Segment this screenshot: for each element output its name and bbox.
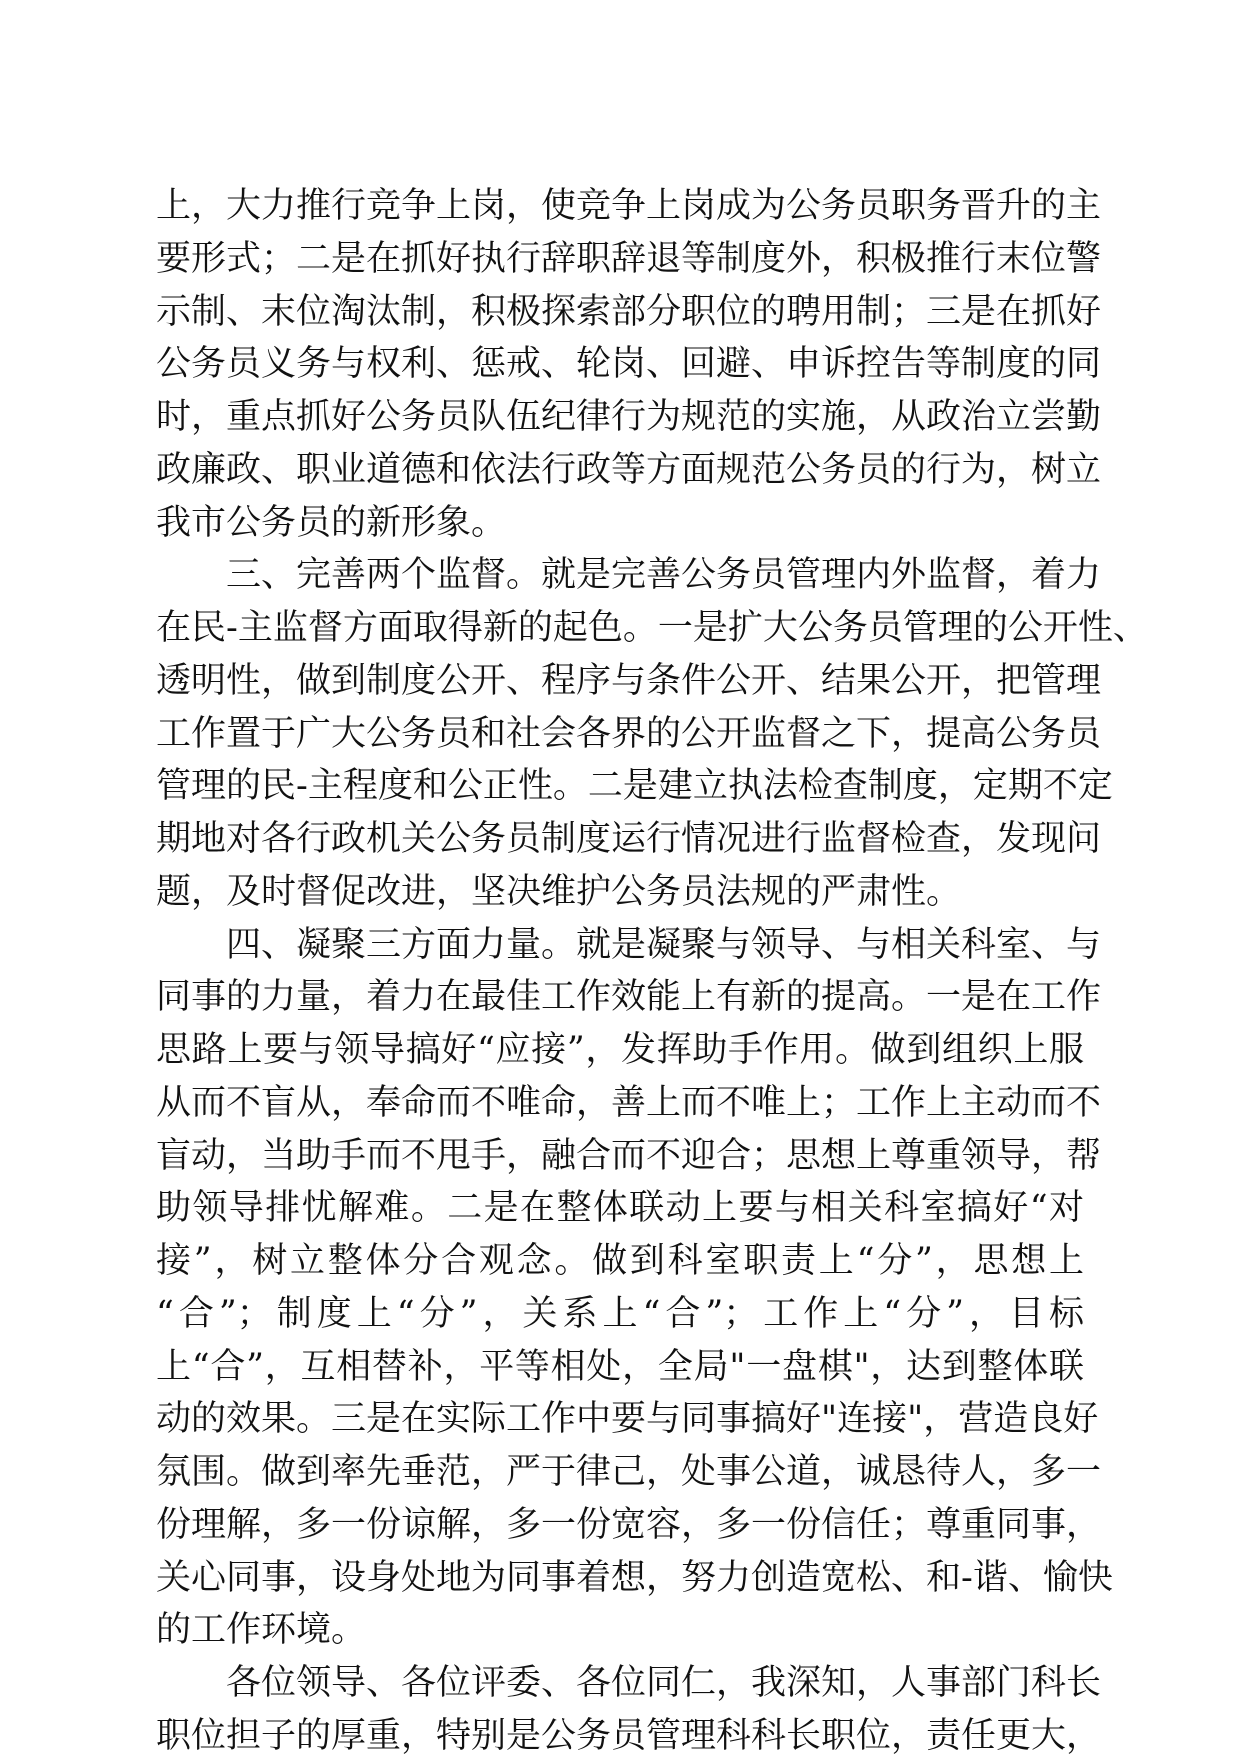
- text-line: 时，重点抓好公务员队伍纪律行为规范的实施，从政治立尝勤: [156, 397, 1102, 437]
- text-line: 公务员义务与权利、惩戒、轮岗、回避、申诉控告等制度的同: [156, 344, 1102, 384]
- text-line: 上，大力推行竞争上岗，使竞争上岗成为公务员职务晋升的主: [156, 186, 1102, 226]
- text-line: 政廉政、职业道德和依法行政等方面规范公务员的行为，树立: [156, 450, 1102, 490]
- text-line: 我市公务员的新形象。: [156, 503, 507, 543]
- text-line: 从而不盲从，奉命而不唯命，善上而不唯上；工作上主动而不: [156, 1083, 1102, 1123]
- paragraph-start-line: 各位领导、各位评委、各位同仁，我深知，人事部门科长: [226, 1663, 1102, 1703]
- text-line: 助领导排忧解难。二是在整体联动上要与相关科室搞好“对: [156, 1188, 1084, 1228]
- text-line: 透明性，做到制度公开、程序与条件公开、结果公开，把管理: [156, 661, 1102, 701]
- text-line: 接”，树立整体分合观念。做到科室职责上“分”，思想上: [156, 1241, 1084, 1281]
- text-line: 在民-主监督方面取得新的起色。一是扩大公务员管理的公开性、: [156, 608, 1148, 648]
- section-heading-line: 四、凝聚三方面力量。就是凝聚与领导、与相关科室、与: [226, 925, 1102, 965]
- text-line: 要形式；二是在抓好执行辞职辞退等制度外，积极推行末位警: [156, 239, 1102, 279]
- text-line: 氛围。做到率先垂范，严于律己，处事公道，诚恳待人，多一: [156, 1452, 1102, 1492]
- text-line: 期地对各行政机关公务员制度运行情况进行监督检查，发现问: [156, 819, 1102, 859]
- text-line: 同事的力量，着力在最佳工作效能上有新的提高。一是在工作: [156, 977, 1102, 1017]
- text-line: 的工作环境。: [156, 1610, 367, 1650]
- text-line: 思路上要与领导搞好“应接”，发挥助手作用。做到组织上服: [156, 1030, 1084, 1070]
- text-line: 盲动，当助手而不甩手，融合而不迎合；思想上尊重领导，帮: [156, 1136, 1102, 1176]
- text-line: 份理解，多一份谅解，多一份宽容，多一份信任；尊重同事，: [156, 1505, 1102, 1545]
- text-line: 职位担子的厚重，特别是公务员管理科科长职位，责任更大，: [156, 1716, 1102, 1756]
- section-heading-line: 三、完善两个监督。就是完善公务员管理内外监督，着力: [226, 555, 1102, 595]
- text-line: 关心同事，设身处地为同事着想，努力创造宽松、和-谐、愉快: [156, 1558, 1113, 1598]
- text-line: 题，及时督促改进，坚决维护公务员法规的严肃性。: [156, 872, 962, 912]
- text-line: 工作置于广大公务员和社会各界的公开监督之下，提高公务员: [156, 714, 1102, 754]
- text-line: “合”；制度上“分”，关系上“合”；工作上“分”，目标: [156, 1294, 1084, 1334]
- text-line: 示制、末位淘汰制，积极探索部分职位的聘用制；三是在抓好: [156, 292, 1102, 332]
- text-line: 管理的民-主程度和公正性。二是建立执法检查制度，定期不定: [156, 766, 1113, 806]
- text-line: 动的效果。三是在实际工作中要与同事搞好"连接"，营造良好: [156, 1399, 1099, 1439]
- text-line: 上“合”，互相替补，平等相处，全局"一盘棋"，达到整体联: [156, 1347, 1084, 1387]
